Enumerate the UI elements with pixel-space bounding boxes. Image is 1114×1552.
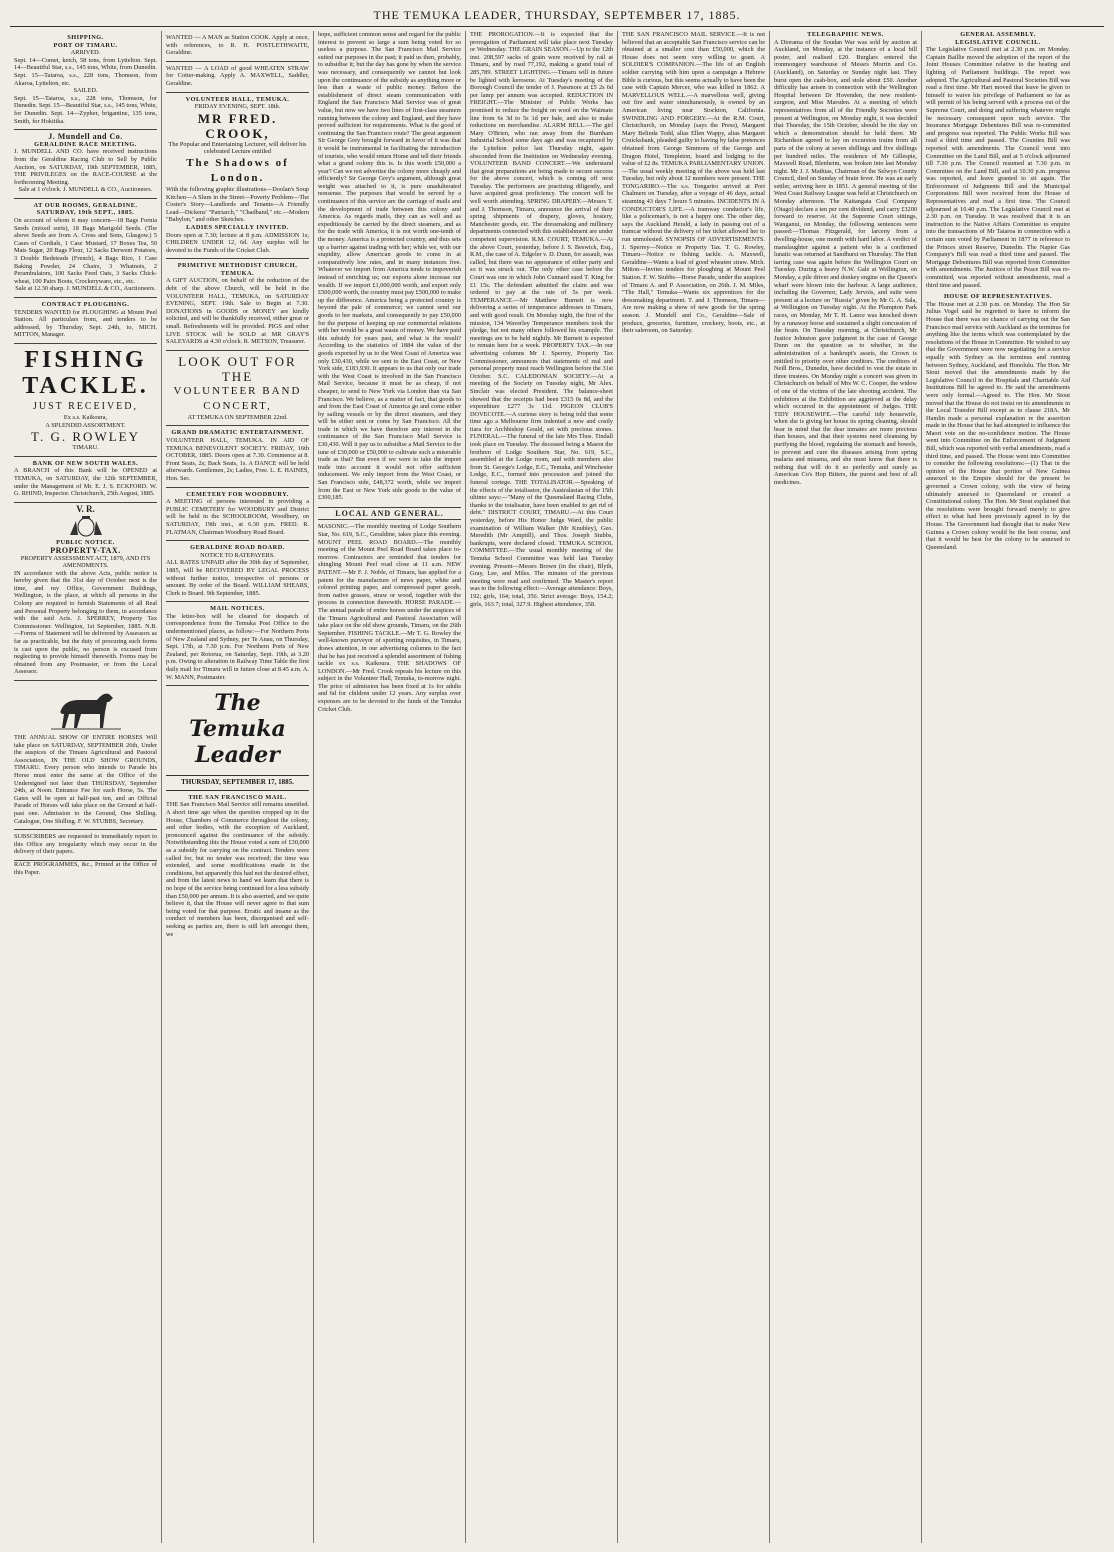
wanted-cook-ad: WANTED — A MAN as Station COOK. Apply at once, with references, to R. H. POSTLETHWAITE, Geraldine. (166, 31, 309, 62)
legislative-council-head: LEGISLATIVE COUNCIL. (955, 38, 1041, 46)
sf-leader-body: THE San Francisco Mail Service still remains unsettled. A short time ago when the question cropped up in the House, Chambers of Commerce throughout the colony, and other bodies, with the exception of Auckland, pronounced against the continuance of the subsidy. Notwithstanding this the House voted a sum of £30,000 as a subsidy for carrying on the contract. Tenders were called for, but no tender was received; the time was extended, and some modifications made in the conditions, but apparently this had not the desired effect, and from the latest news to hand we learn that there is no hope of the service being continued for a less subsidy than £50,000 per annum. It is also asserted, and we quite believe it, that the House will never agree to that sum being voted for that purpose. Erratic and insane as the conduct of members has been, disorganised and self-seeking as parties are, there is still left amongst them, we (166, 801, 309, 938)
race-sig: Sale at 1 o'clock. J. MUNDELL & CO., Auctioneers. (18, 186, 153, 194)
hall-head: VOLUNTEER HALL, TEMUKA. (185, 95, 290, 103)
shadows-title: The Shadows of London. (186, 156, 289, 184)
sailed-list: Sept. 15—Taiaroa, s.s., 228 tons, Thomson, for Dunedin. Sept. 15—Beautiful Star, s.s., 145 tons, White, for Dunedin. Sept. 14—Zypher, brigantine, 135 tons, Smith, for Hokitika. (14, 94, 157, 125)
road-sub: NOTICE TO RATEPAYERS. (200, 551, 275, 559)
fishing-title-2: TACKLE. (22, 372, 149, 399)
subscribers-notice (14, 830, 157, 861)
band-when: AT TEMUKA ON SEPTEMBER 22nd. (187, 413, 288, 421)
fishing-title-1: FISHING (24, 346, 147, 373)
grand-head: GRAND DRAMATIC ENTERTAINMENT. (171, 429, 304, 437)
horse-icon (51, 688, 121, 730)
mundell-head: J. Mundell and Co. (48, 132, 123, 142)
race-body: J. MUNDELL AND CO. have received instructions from the Geraldine Racing Club to Sell by Public Auction, on SATURDAY, 19th SEPTEMBER, 1885, THE PRIVILEGES on the RACE-COURSE at the forthcoming Meeting. (14, 148, 157, 186)
ladies-invited: LADIES SPECIALLY INVITED. (186, 223, 289, 231)
column-4 (466, 31, 618, 1543)
road-body: ALL RATES UNPAID after the 30th day of September, 1885, will be RECOVERED BY LEGAL PROCESS without further notice, irrespective of persons or amount. By order of the Board. WILLIAM SHEARS, Clerk to Board. 9th September, 1885. (166, 559, 309, 597)
port-title: PORT OF TIMARU. (53, 41, 118, 49)
rowley-place: TIMARU. (72, 444, 99, 452)
arrived-list: Sept. 14—Comet, ketch, 58 tons, from Lyttelton. Sept. 14—Beautiful Star, s.s., 145 tons, White, from Dunedin. Sept. 15—Taiaroa, s.s., 228 tons, Thomson, from Akaroa, Lyttelton, etc. (14, 56, 157, 87)
hall-date: FRIDAY EVENING, SEPT. 18th. (194, 103, 281, 111)
dramatic-ad (166, 426, 309, 487)
fishing-ex: Ex s.s. Kaikoura, (63, 413, 108, 421)
tax-sub: PROPERTY ASSESSMENT ACT, 1879, AND ITS AMENDMENTS. (20, 554, 151, 570)
column-3 (314, 31, 466, 1543)
royal-arms-icon (66, 515, 106, 537)
primitive-church-ad (166, 259, 309, 351)
mail-body: The letter-box will be cleared for despatch of correspondence from the Temuka Post Office to the undermentioned places, as follow:—For Northern Ports of New Zealand and Sydney, per Te Anau, on Thursday, Sept. 17th, at 7.30 p.m. For Northern Ports of New Zealand, per Rotorua, on Saturday, Sept. 19th, at 3.20 p.m. Owing to alteration in Railway Time Table the first daily mail for Timaru will in future close at 8.45 a.m. A. W. MANN, Postmaster. (166, 612, 309, 681)
band-concert-ad (166, 351, 309, 427)
tax-ad (14, 503, 157, 681)
race-head: GERALDINE RACE MEETING. (34, 140, 137, 148)
primitive-body: A GIFT AUCTION, on behalf of the reduction of the debt of the above Church, will be held in the VOLUNTEER HALL, TEMUKA, on SATURDAY EVENING, SEPT. 19th. Sale to Begin at 7.30. DONATIONS in GOODS or MONEY are kindly solicited, and will be thankfully received, either great or small. Refreshments will be provided. PIGS and other LIVE STOCK will be SOLD at MR GRAY'S SALEYARDS at 4.30 o'clock. R. METSON, Treasurer. (166, 277, 309, 346)
fishing-sub: JUST RECEIVED, (32, 400, 139, 412)
mundell-ad (14, 130, 157, 199)
crook-lecture-ad (166, 93, 309, 260)
bank-body: A BRANCH of this Bank will be OPENED at TEMUKA, on SATURDAY, the 12th SEPTEMBER, under the Management of Mr. E. J. S. ECKFORD. W. G. RHIND, Inspector. Christchurch, 25th August, 1885. (14, 467, 157, 498)
rooms-head: AT OUR ROOMS, GERALDINE. SATURDAY, 19th SEPT., 1885. (33, 201, 138, 217)
house-reps-body: The House met at 2.30 p.m. on Monday. The Hon Sir Julius Vogel said he regretted to have to inform the House that there was no chance of carrying out the San Francisco mail service with Auckland as the terminus for anything like the terms which was contemplated by the resolutions of the House in Committee. He wished to say that the Government were now negotiating for a service equally with Sydney as the terminus and running between Sydney, Auckland, and Honolulu. The Hon. Mr Stout moved that the amendments made by the Legislative Council in the Hospitals and Charitable Aid Institutions Bill be agreed to. He said the amendments were only formal.—Agreed to. The Hon. Mr Stout moved that the House do not insist on its amendments in the Local Transfer Bill except as to clause 218A. Mr Hamlin made a personal explanation re the assertion made in the House that he had attempted to influence the Maori vote on the no-confidence motion. The House went into Committee on the Enforcement of Judgment Bill, which was reported with verbal amendments, read a third time, and passed. The House went into Committee to consider the following resolutions:—(1) That in the opinion of the House that portion of New Guinea annexed to the Empire should for the present be governed a Crown colony, with the view of being ultimately annexed to Queensland or created a Constitutional colony. The Hon. Mr Stout explained that the resolutions were brought forward merely to give effect to what had been previously agreed to by the House. The Government had thought that to make New Guinea a Crown colony would be the best course, and that it would be best for the colony to be annexed to Queensland. (926, 300, 1070, 551)
local-general-head: LOCAL AND GENERAL. (318, 507, 461, 521)
column-6 (770, 31, 922, 1543)
cem-body: A MEETING of persons interested in providing a PUBLIC CEMETERY for WOODBURY and District will be held in the SCHOOLROOM, Woodbury, on SATURDAY, 19th inst., at 6.30 p.m. FRED. R. FLATMAN, Chairman Woodbury Road Board. (166, 498, 309, 536)
column-5 (618, 31, 770, 1543)
legislative-council-body: The Legislative Council met at 2.30 p.m. on Monday. Captain Baillie moved the adoption of the report of the Joint Houses Committee relative to the heating and lighting of Parliament buildings. The report was adopted. The Agricultural and Pastoral Societies Bill was read a first time. Mr Hart moved that leave be given to himself to waive his privilege of Parliament so far as will permit of his being served with a process out of the Supreme Court, and doing and suffering whatever might be necessary consequent upon such service. The Insurance Mortgage Debentures Bill was re-committed and progress was reported. The Public Works Bill was read a third time and passed. The Counties Bill was reported with amendments. The Council went into Committee on the Land Bill, and at 5 o'clock adjourned till 7.30 p.m. The Council resumed at 7.30 p.m. in Committee on the Land Bill, and at 10.30 p.m. progress was reported, and leave granted to sit again. The Enforcement of Judgments Bill and the Municipal Corporations Bill were received from the House of Representatives and read a first time. The Council adjourned at 10.40 p.m. The Legislative Council met at 2.30 p.m. on Tuesday. It was resolved that it is an instruction to the Native Affairs Committee to enquire into the transactions of Mr Taiaroa in connection with a certain sum voted by Parliament in 1877 in reference to the Princes street Reserve, Dunedin. The Napier Gas Company's Bill was read a third time and passed. The Mortgage Debentures Bill was reported from Committee with amendments. The Justices of the Peace Bill was re-committed, was reported without amendments, read a third time and passed. (926, 46, 1070, 289)
notice-head: PUBLIC NOTICE. (56, 539, 115, 547)
plough-head: CONTRACT PLOUGHING. (41, 301, 130, 308)
lookout: LOOK OUT FOR THE (178, 353, 297, 384)
mail-head: MAIL NOTICES. (210, 605, 265, 613)
house-reps-head: HOUSE OF REPRESENTATIVES. (943, 293, 1053, 301)
tax-body: IN accordance with the above Acts, public notice is hereby given that the 31st day of October next is the time, and my Office, Government Buildings, Wellington, is the place, at which all persons in the Colony are required to furnish Statements of all Real and Personal Property belonging to them, in accordance with the said Acts. J. SPERREY, Property Tax Commissioner. Wellington, 1st September, 1885. N.B.—Forms of Statement will be delivered by Assessors as far as practicable, but the duty of procuring such forms is cast upon the public, no person is excused from neglecting to provide himself therewith. Forms may be obtained from any Postmaster, or from the Local Assessor. (14, 569, 157, 676)
assembly-head: GENERAL ASSEMBLY. (960, 31, 1036, 38)
rowley-name: T. G. ROWLEY (31, 429, 140, 445)
race-programmes-ad: RACE PROGRAMMES, &c., Printed at the Office of this Paper. (14, 860, 157, 876)
masthead: THE TEMUKA LEADER, THURSDAY, SEPTEMBER 17, 1885. (10, 8, 1104, 27)
column-2 (162, 31, 314, 1543)
wanted-straw-ad: WANTED — A LOAD of good WHEATEN STRAW for Cotter-making. Apply A. MAXWELL, Saddler, Geraldine. (166, 62, 309, 93)
local-news-body: THE PROROGATION.—It is expected that the prorogation of Parliament will take place next Tuesday or Wednesday. THE GRAIN SEASON.—Up to the 12th inst. 208,597 sacks of grain were received by rail at Timaru, and by road 77,192, making a grand total of 285,789. STREET LIGHTING.—Timaru will in future be lighted with kerosene. At Tuesday's meeting of the Borough Council the tender of J. Passmore at £5 2s 6d per lamp per annum was accepted. REDUCTION IN FREIGHT.—The Minister of Public Works has promised to reduce the freight on wool on the Waimate line from 6s 3d to 5s 1d per bale, and also to make reductions on merchandise. ALARM BELL.—The girl Mary O'Brien, who ran away from the Burnham Industrial School some days ago and was recaptured by the Lyttelton police last Thursday night, again absconded from the Institution on Wednesday evening. VOLUNTEER BAND CONCERT.—We understand that great preparations are being made to secure success for the above concert, which is coming off next Tuesday. The performers are practising diligently, and have acquired great proficiency. The concert will be well worth attending. SPRING DRAPERY.—Messrs T. and J. Thomson, Timaru, announce the arrival of their spring shipments of drapery, gloves, hosiery, Manchester goods, etc. The dressmaking and millinery departments connected with this establishment are under competent supervision. R.M. COURT, TEMUKA.—At the above Court, yesterday, before J. S. Beswick, Esq., R.M., the case of A. Edgeler v. D. Dunn, for assault, was called, but there was no appearance of either party and so it was struck out. The only other case before the Court was one in which John Cunnard sued T. King for £1 15s. The defendant admitted the claim and was ordered to pay at the rate of 5s per week. TEMPERANCE.—Mr Matthew Burnett is now delivering a series of temperance addresses in Timaru, and with good result. On Monday night, the first of the mission, 134 Waverley Temperance members took the pledge, but not many others followed his example. The meetings are to be held nightly. Mr Burnett is expected to remain here for a week. PROPERTY TAX.—In our advertising columns Mr J. Sperrey, Property Tax Commissioner, announces that statements of real and personal property must reach Wellington before the 31st October. S.C. CALEDONIAN SOCIETY.—At a meeting of the Society on Tuesday night, Mr Alex. Sinclair was elected President. The balance-sheet showed that the receipts had been £315 0s 8d, and the expenditure £277 3s 11d. PIGEON CLUB'S DOVECOTE.—A curious story is being told that some time ago a Melbourne firm indented a new and costly tiara for Archbishop Gould, set with precious stones. FUNERAL.—The funeral of the late Mrs Thos. Tindall took place on Tuesday. The deceased being a Mason the brethren of Lodge Southern Star, No. 619, S.C., assembled at the Lodge room, and with members also from St. George's Lodge, E.C., Temuka, and Winchester Lodge, E.C., formed into procession and joined the funeral cortege. THE TOTALISATOR.—Speaking of the effects of the totalisator, the Australasian of the 15th ultimo says:—"Many of the Queensland Racing Clubs, thanks to the totalisator, have been enabled to get rid of debt." DISTRICT COURT, TIMARU.—At this Court yesterday, before His Honor Judge Ward, the public examination of William Walker (Mr Knubley), Geo. Meredith (Mr Amptill), and Thos. Joseph Stubbs, bankrupts, were declared closed. TEMUKA SCHOOL COMMITTEE.—The usual monthly meeting of the Temuka School Committee was held last Tuesday evening. Present—Messrs Brown (in the chair), Blyth, Gray, Lee, and Miles. The minutes of the previous meeting were read and confirmed. The Master's report was to the following effect:—Average attendance: Boys, 192; girls, 164; total, 356. Strict average: Boys, 154.2; girls, 163.7; total, 327.9. Highest attendance, 358. (470, 31, 613, 608)
sf-head: THE SAN FRANCISCO MAIL. (188, 793, 287, 801)
vr-mark: V. R. (76, 503, 95, 514)
paper-nameplate: The Temuka Leader (189, 690, 286, 769)
mail-notices (166, 602, 309, 686)
plough-body: TENDERS WANTED for PLOUGHING at Mount Peel Station. All particulars from, and tenders to be addressed, by Thursday, Sept. 24th, to, MICH. MITTON, Manager. (14, 308, 157, 339)
fishing-assort: A SPLENDID ASSORTMENT. (45, 421, 126, 429)
crook-sub: The Popular and Entertaining Lecturer, will deliver his celebrated Lecture entitled (168, 140, 307, 156)
sailed-label: SAILED. (73, 87, 98, 95)
bank-ad (14, 457, 157, 503)
column-1 (10, 31, 162, 1543)
shipping-title: SHIPPING. (67, 34, 104, 41)
doors-info: Doors open at 7.30; lecture at 8 p.m. ADMISSION 1s; CHILDREN UNDER 12, 6d. Any surplus will be devoted to the Funds of the Cricket Club. (166, 231, 309, 254)
shipping-ad (14, 31, 157, 130)
band-title: VOLUNTEER BAND CONCERT, (173, 384, 302, 412)
columns (10, 31, 1104, 1543)
grand-body: VOLUNTEER HALL, TEMUKA. IN AID OF TEMUKA BENEVOLENT SOCIETY. FRIDAY, 16th OCTOBER, 1885. Doors open at 7.30. Commence at 8. Front Seats, 2s; Back Seats, 1s. A DANCE will be held afterwards. Gentlemen, 2s; Ladies, Free. L. E. HAINES, Hon. Sec. (166, 437, 309, 482)
show-body: THE ANNUAL SHOW OF ENTIRE HORSES Will take place on SATURDAY, SEPTEMBER 26th, Under the auspices of the Timaru Agricultural and Pastoral Association, IN THE OLD SHOW GROUNDS, TIMARU. Every person who intends to Parade his Horse must enter the same at the Office of the Undersigned not later than THURSDAY, September 24th, at Noon. Entrance Fee for each Horse, 5s. The Gates will be open at half-past ten, and an Official Parade of Horses will take place on the Ground at half-past one. Admission to the Ground, One Shilling. Catalogue, One Shilling. F. W. STUBBS, Secretary. (14, 734, 157, 825)
rooms-body: On account of whom it may concern—18 Bags Fornia Seeds (mixed sorts), 18 Bags Marigold Seeds. (The above Seeds are from A. Cross and Sons, Glasgow.) 5 Cases of Cordials, 1 Case Mustard, 17 Boxes Tea, 50 Mats Sugar, 20 Bags Flour, 12 Sacks Derwent Potatoes, 3 Double Bedsteads (French), 4 Bags Rice, 1 Case Baking Powder, 24 Chairs, 3 Whatnots, 2 Perambulators, 100 Sacks Feed Oats, 3 Sacks Chick-wheat, 100 Pairs Boots, Crockeryware, etc., etc. (14, 217, 157, 285)
cemetery-ad (166, 488, 309, 542)
column-7 (922, 31, 1074, 1543)
primitive-head: PRIMITIVE METHODIST CHURCH, TEMUKA. (177, 262, 298, 277)
fishing-ad (14, 344, 157, 457)
local-general-body: MASONIC.—The monthly meeting of Lodge Southern Star, No. 619, S.C., Geraldine, takes place this evening. MOUNT PEEL ROAD BOARD.—The monthly meeting of the Mount Peel Road Board takes place to-morrow. Contractors are reminded that tenders for shingling Mount Peel road close at 11 a.m. NEW PATENT.—Mr F. J. Noble, of Timaru, has applied for a patent for the manufacture of news paper, white and colored printing paper, and compressed paper goods, from native grasses, straw or wood, together with the process in connection therewith. HORSE PARADE.—The annual parade of entire horses under the auspices of the Timaru Agricultural and Pastoral Association will take place on the old show grounds, Timaru, on the 26th September. FISHING TACKLE.—Mr T. G. Rowley the well-known purveyor of sporting requisites, in Timaru, draws attention, in our advertising columns to the fact that he has just received a splendid assortment of fishing tackle ex s.s. Kaikoura. THE SHADOWS OF LONDON.—Mr Fred. Crook repeats his lecture on this subject in the Volunteer Hall, Temuka, to-morrow night. The price of admission has been fixed at 1s for adults and 6d for children under 12 years. Any surplus over expenses are to be devoted to the funds of the Temuka Cricket Club. (318, 523, 461, 713)
shadows-body: With the following graphic illustrations—Doolan's Soup Kitchen—A Slum in the Street—Poverty Problem—The Coster's Story—Landlords and Tenants—A Friendly Lead—Dickens' "Patriarch," "Chadband," etc.—Modern "Babylon," and other Sketches. (166, 185, 309, 224)
rooms-sig: Sale at 12.30 sharp. J. MUNDELL & CO., Auctioneers. (15, 285, 156, 293)
arrived-label: ARRIVED. (70, 49, 101, 57)
paper-date-line: THURSDAY, SEPTEMBER 17, 1885. (166, 775, 309, 791)
tax-head: PROPERTY-TAX. (50, 545, 121, 555)
rooms-ad (14, 199, 157, 298)
crook-name: MR FRED. CROOK, (197, 110, 278, 141)
road-head: GERALDINE ROAD BOARD. (190, 544, 285, 552)
subs-body: SUBSCRIBERS are requested to immediately report to this Office any irregularity which may occur in the delivery of their papers. (14, 833, 157, 856)
news-items-body: THE SAN FRANCISCO MAIL SERVICE.—It is not believed that an acceptable San Francisco service can be obtained at a smaller cost than £50,000, which the House does not seem very willing to grant. A SOLDIER'S COMPANION.—The life of an English soldier carrying with him upon a campaign a Hebrew Bible is curious, but this seems actually to have been the case with Captain Mercer, who was killed in 1862. A MARVELLOUS WELL.—A marvellous well, giving out fire and water simultaneously, is owned by an American living near Stockton, California. SWINDLING AND FORGERY.—At the R.M. Court, Christchurch, on Monday (says the Press), Margaret Mary Belinda Todd, alias Ellen Wappy, alias Margaret Cruickshank, pleaded guilty to having by false pretences obtained from George Simmons of the George and Dragon Hotel, Templeton, board and lodging to the value of £2 8s. TEMUKA PARLIAMENTARY UNION.—The usual weekly meeting of the above was held last Tuesday, but only about 12 members were present. THE TONGARIRO.—The s.s. Tongariro arrived at Port Chalmers on Tuesday, after a voyage of 46 days, actual steaming 43 days 7 hours 5 minutes. INCIDENTS IN A CONDUCTOR'S LIFE.—A tramway conductor's life, like a policeman's, is not a happy one. The other day, says the Auckland Herald, a lady in passing out of a tramcar without the delivery of her ticket allowed her to run unmolested. SYNOPSIS OF ADVERTISEMENTS. J. Sperrey—Notice re Property Tax. T. G. Rowley, Timaru—Notice re fishing tackle. A. Maxwell, Geraldine—Wants a load of good wheaten straw. Mich. Mitton—Invites tenders for ploughing at Mount Peel Station. F. W. Stubbs—Horse Parade, under the auspices of Timaru A. and P. Association, on 26th. J. M. Miles, "The Hall," Temuka—Wants six apprentices for the dressmaking department. T. and J. Thomson, Timaru—Are now making a show of new goods for the spring season. J. Mundell and Co., Geraldine—Sale of produce, groceries, furniture, crockery, boots, etc., at their saleroom, on Saturday. (622, 31, 765, 335)
telegraphic-head: TELEGRAPHIC NEWS. (807, 31, 884, 38)
horse-show-ad (14, 681, 157, 830)
sf-leader-cont: hope, sufficient common sense and regard for the public interest to prevent so large a sum being voted for so useless a purpose. The San Francisco Mail Service suited our purposes in the past; it paid us then, probably, to subsidise it; but the day has gone by when the service was necessary, and consequently we cannot but look upon the continuance of the subsidy as anything more or less than a waste of public money. Before the establishment of direct steam communication with England the San Francisco Mail Service was of great value, but now we have two lines of first-class steamers running between the colony and England, and they have proved sufficient for requirements. What is the good of continuing the San Francisco route? The great argument Sir George Grey brought forward in favor of it was that it would be instrumental in facilitating the introduction of tourists, who would return Home and tell their friends what a grand colony this is. Is this worth £50,000 a year? Can we not advertise the colony more cheaply and efficiently? Sir George Grey's argument, although great weight was attached to it, is pure unadulterated nonsense. The purposes that would be served by a continuance of this service are the carriage of mails and the development of trade between this colony and America. As regards mails, they can as well and as expeditiously be carried by the direct steamers, and as for the trade with America, it is not worth one-tenth of the money. America is a protected country, and thus sets up a barrier against trading with her; while we, with our stupidity, allow American goods to come in at comparatively low rates, and in many instances free. Whatever we import from America tends to impoverish instead of enriching us; our exports alone increase our wealth. If we import £1,000,000 worth, and export only £500,000 worth, the country must pay £500,000 to make up the difference. America being a protected country is beyond the pale of commerce; we cannot send our goods to her markets, and consequently to pay £50,000 for the purpose of keeping up our commercial relations with her would be a great waste of money. We have paid this subsidy for years past, and what is the result? According to the statistics of 1884 the value of the goods exported by us to the West Coast of America was only £30,430, while we sent to the East Coast, or New York side, £183,930. It appears to us that only our trade with the West Coast is involved in the San Francisco Mail Service, because it must be as cheap, if not cheaper, to send to New York via London than via San Francisco. We believe, as a matter of fact, that goods to and from the East Coast of America go and come either by sailing vessels or by the direct steamers, and they will be either sent or come by San Francisco. All the trade in which we have therefore any interest in the continuance of the San Francisco Mail Service is £30,430. Will it pay us to subsidise a Mail Service to the tune of £30,000 or £50,000 to cultivate such a miserable trade as that? But even if we were to take the import trade into account it would not offer sufficient inducement. We only import from the West Coast, or San Francisco side, £48,372 worth, while we import from the East or New York side goods to the value of £300,185. (318, 31, 461, 502)
cem-head: CEMETERY FOR WOODBURY. (186, 490, 289, 498)
plough-ad (14, 298, 157, 344)
road-board-ad (166, 541, 309, 602)
telegraphic-body: A Diorama of the Soudan War was sold by auction at Auckland, on Monday, at the instance of a local bill poster, and realised £20. Burglars entered the ironmongery warehouse of Messrs Morrin and Co. (Auckland), on Saturday or Sunday night last. They burst open the cash-box, and stole about £50. Another difficulty has arisen in connection with the Wellington Hospital between Dr Hovenden, the new resident-surgeon, and Miss Marsden. At a meeting of which representatives from all of the Friendly Societies were present at Wellington, on Monday night, it was decided that Thursday, the 15th October, should be the day on which a demonstration should be held there. Mr Richardson agreed to lay on excursion trains from all parts of the colony at seven shillings and five shillings per hundred miles. The residence of Mr Gillespie, Maxwell Road, Blenheim, was broken into last Monday night. Mr J. J. Mathias, Chairman of the Selwyn County Council, died on Sunday of brain fever. He was an early settler, arriving here in 1851. A general meeting of the West Coast Railway League was held at Christchurch on Monday afternoon. The Kaitangata Coal Company (Otago) declare a ten per cent dividend, and carry £3200 forward to reserve. At the Supreme Court sittings, Wanganui, on Monday, the following sentences were passed:—Thomas Fitzgerald, for larceny from a dwelling-house, one month with hard labor. A verdict of manslaughter against a patient who is a confirmed lunatic was returned at Sandhurst on Thursday. The Hutt tarring case was again before the Wellington Court on Tuesday. During a heavy N.W. Gale at Wellington, on Monday, a pile driver and donkey engine on the Queen's wharf were blown into the harbour. A large audience, including the Governor, Lady Jervois, and suite were present at a lecture on "Russia" given by Mr G. A. Sala, at Wellington on Tuesday night. At the Plumpton Park races, on Monday, Mr T. H. Lance was knocked down by a runaway horse and sustained a slight concussion of the brain. On Tuesday morning, at Christchurch, Mr Justice Johnston gave judgment in the case of George Dunn on the question as to whether, in the administration of a bankrupt's assets, the Crown is entitled to priority over other creditors. The creditors of Neill Bros., Dunedin, have decided to vest the estate in three trustees. On Monday night a concert was given in Christchurch on behalf of Mrs W. C. Cooper, the widow of one of the victims of the late shooting accident. The exhibitors at the Exhibition are aggrieved at the delay which occurred in the appointment of Judges. THE TIDY HOUSEWIFE.—The careful tidy housewife, when she is giving her house its spring cleaning, should bear in mind that the dear inmates are more precious than houses, and that their systems need cleansing by purifying the blood, regulating the stomach and bowels, to prevent and cure the diseases arising from spring malaria and miasma, and she must know that there is nothing that will do it so perfectly and surely as American Co's Hop Bitters, the purest and best of all medicines. (774, 38, 917, 487)
bank-head: BANK OF NEW SOUTH WALES. (32, 459, 139, 467)
